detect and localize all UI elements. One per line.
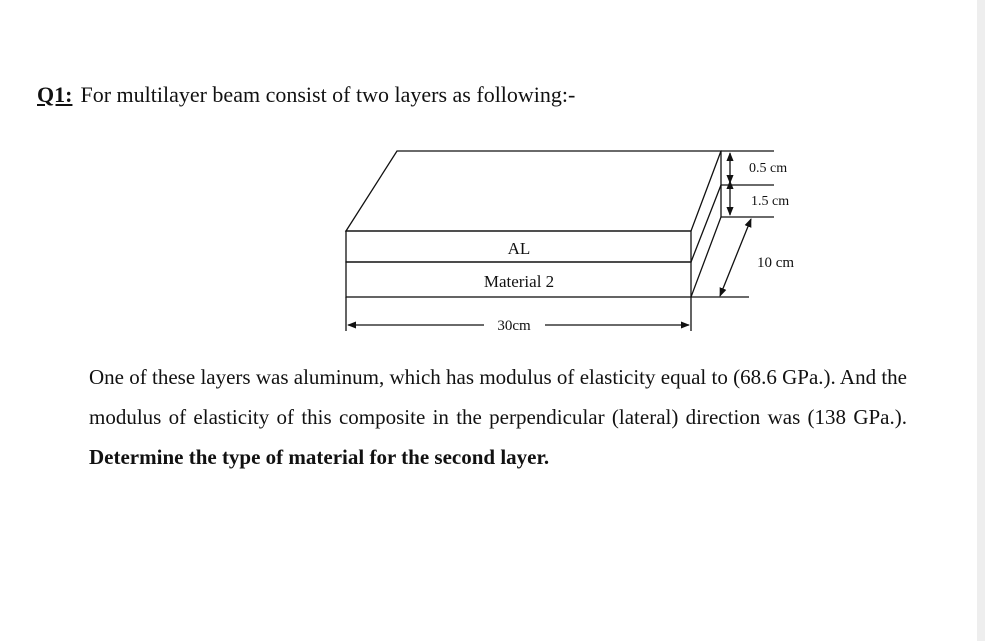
scrollbar-track[interactable] <box>977 0 985 641</box>
al-layer-label: AL <box>507 239 531 258</box>
length-label: 30cm <box>497 318 531 334</box>
bottom-thickness-label: 1.5 cm <box>751 194 790 209</box>
depth-arrow <box>720 219 751 296</box>
problem-task: Determine the type of material for the second layer. <box>89 445 550 469</box>
problem-statement: One of these layers was aluminum, which has modulus of elasticity equal to (68.6 GPa.). And the modulus of elasticity of this composite in the perpendicular (lateral) direction was (138 GPa.). <box>89 365 907 429</box>
depth-label: 10 cm <box>757 255 795 271</box>
side-face-layer-edge <box>691 185 721 262</box>
problem-paragraph <box>89 357 907 477</box>
side-face-bottom-edge <box>691 217 721 297</box>
material-2-layer-label: Material 2 <box>483 272 555 291</box>
question-number: Q1: <box>37 82 73 107</box>
top-thickness-label: 0.5 cm <box>749 161 788 176</box>
beam-top-face <box>346 151 721 231</box>
question-text: For multilayer beam consist of two layers as following:- <box>80 82 576 107</box>
